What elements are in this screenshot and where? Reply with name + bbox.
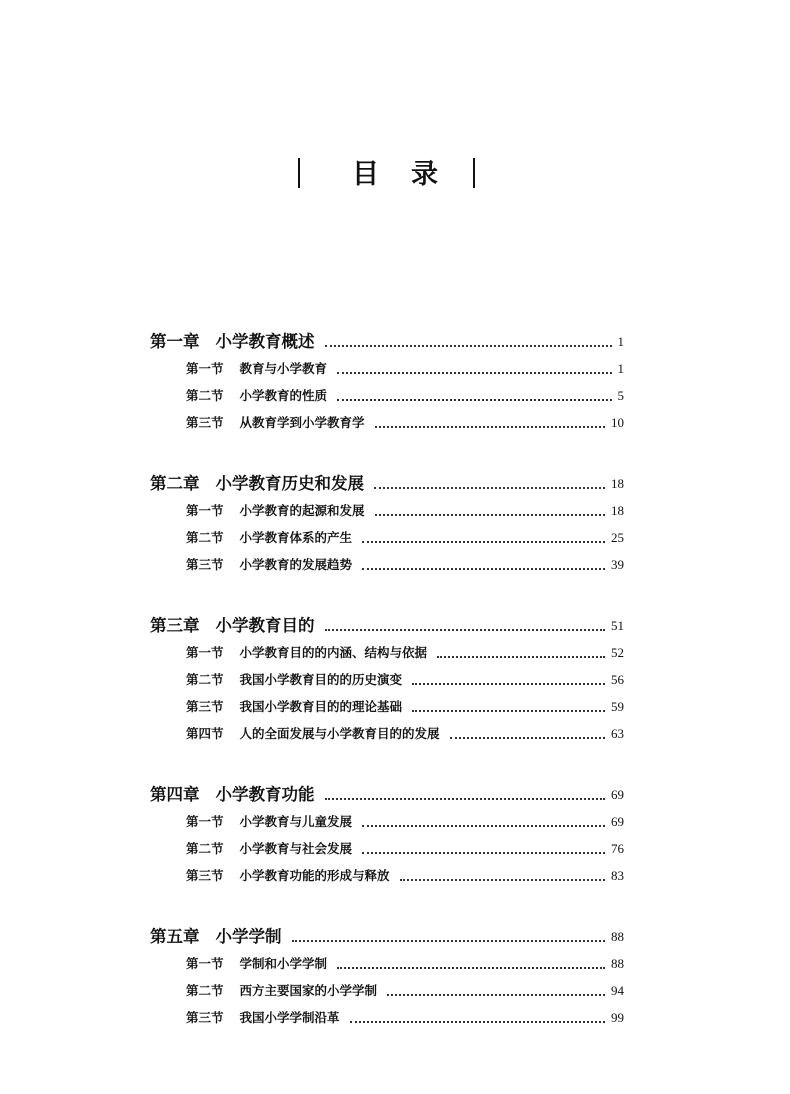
section-number: 第三节 [186, 1010, 224, 1025]
dot-leader [362, 851, 605, 854]
toc-chapter-entry[interactable] [150, 771, 624, 805]
page-title: 目录 [352, 159, 470, 190]
dot-leader [412, 709, 605, 712]
toc-chapter [150, 771, 624, 886]
section-title: 人的全面发展与小学教育目的的发展 [239, 726, 440, 741]
page-number: 63 [611, 726, 624, 741]
dot-leader [325, 628, 606, 631]
page-number: 83 [611, 868, 624, 883]
dot-leader [337, 966, 605, 969]
page-number: 88 [611, 929, 624, 944]
dot-leader [375, 425, 605, 428]
section-number: 第三节 [186, 557, 224, 572]
toc-section-entry[interactable] [150, 494, 624, 521]
page-number: 1 [617, 361, 624, 376]
dot-leader [412, 682, 605, 685]
section-title: 小学教育的起源和发展 [239, 503, 365, 518]
section-title: 小学教育与社会发展 [239, 841, 353, 856]
dot-leader [374, 486, 605, 489]
toc-chapter [150, 318, 624, 433]
toc-section-entry[interactable] [150, 805, 624, 832]
section-title: 我国小学教育目的的理论基础 [239, 699, 403, 714]
toc-chapter [150, 460, 624, 575]
dot-leader [325, 797, 606, 800]
section-title: 西方主要国家的小学学制 [239, 983, 378, 998]
toc-section-entry[interactable] [150, 406, 624, 433]
chapter-number: 第五章 [150, 927, 200, 946]
section-title: 小学教育与儿童发展 [239, 814, 353, 829]
section-number: 第二节 [186, 530, 224, 545]
toc-section-entry[interactable] [150, 974, 624, 1001]
page-number: 18 [611, 503, 624, 518]
section-number: 第一节 [186, 645, 224, 660]
toc-section-entry[interactable] [150, 690, 624, 717]
chapter-title: 小学教育功能 [215, 785, 315, 804]
section-number: 第二节 [186, 841, 224, 856]
dot-leader [362, 540, 605, 543]
toc-section-entry[interactable] [150, 832, 624, 859]
toc-section-entry[interactable] [150, 859, 624, 886]
section-number: 第一节 [186, 814, 224, 829]
toc-chapter-entry[interactable] [150, 602, 624, 636]
chapter-number: 第三章 [150, 616, 200, 635]
dot-leader [437, 655, 605, 658]
page-number: 5 [617, 388, 624, 403]
toc-section-entry[interactable] [150, 663, 624, 690]
toc-section-entry[interactable] [150, 1001, 624, 1028]
page-number: 18 [611, 476, 624, 491]
toc-section-entry[interactable] [150, 548, 624, 575]
toc-chapter-entry[interactable] [150, 913, 624, 947]
section-number: 第三节 [186, 699, 224, 714]
page-number: 56 [611, 672, 624, 687]
dot-leader [292, 939, 606, 942]
dot-leader [350, 1020, 605, 1023]
dot-leader [362, 824, 605, 827]
chapter-title: 小学教育概述 [215, 332, 315, 351]
toc-chapter-entry[interactable] [150, 318, 624, 352]
page-number: 25 [611, 530, 624, 545]
toc-section-entry[interactable] [150, 636, 624, 663]
chapter-title: 小学教育历史和发展 [215, 474, 364, 493]
dot-leader [375, 513, 605, 516]
section-number: 第二节 [186, 388, 224, 403]
section-title: 我国小学教育目的的历史演变 [239, 672, 403, 687]
chapter-title: 小学学制 [215, 927, 282, 946]
page-number: 1 [617, 334, 624, 349]
chapter-number: 第一章 [150, 332, 200, 351]
page-number: 51 [611, 618, 624, 633]
toc-chapter [150, 602, 624, 744]
page-number: 39 [611, 557, 624, 572]
toc-chapter [150, 913, 624, 1028]
page-number: 94 [611, 983, 624, 998]
toc-section-entry[interactable] [150, 947, 624, 974]
section-title: 教育与小学教育 [239, 361, 328, 376]
section-number: 第一节 [186, 956, 224, 971]
section-title: 小学教育的发展趋势 [239, 557, 353, 572]
section-number: 第三节 [186, 868, 224, 883]
section-title: 小学教育功能的形成与释放 [239, 868, 390, 883]
page-number: 52 [611, 645, 624, 660]
table-of-contents [150, 318, 624, 1028]
section-number: 第一节 [186, 503, 224, 518]
page-number: 76 [611, 841, 624, 856]
section-number: 第二节 [186, 672, 224, 687]
section-number: 第三节 [186, 415, 224, 430]
title-right-rule [473, 158, 475, 188]
chapter-number: 第四章 [150, 785, 200, 804]
section-title: 学制和小学学制 [239, 956, 328, 971]
section-title: 小学教育的性质 [239, 388, 328, 403]
page-number: 88 [611, 956, 624, 971]
toc-section-entry[interactable] [150, 717, 624, 744]
section-number: 第二节 [186, 983, 224, 998]
section-title: 从教育学到小学教育学 [239, 415, 365, 430]
toc-chapter-entry[interactable] [150, 460, 624, 494]
page-number: 99 [611, 1010, 624, 1025]
section-title: 我国小学学制沿革 [239, 1010, 340, 1025]
dot-leader [400, 878, 605, 881]
dot-leader [450, 736, 605, 739]
dot-leader [387, 993, 605, 996]
dot-leader [325, 344, 612, 347]
toc-section-entry[interactable] [150, 521, 624, 548]
page-number: 69 [611, 814, 624, 829]
dot-leader [337, 398, 611, 401]
chapter-number: 第二章 [150, 474, 200, 493]
page-number: 69 [611, 787, 624, 802]
section-number: 第一节 [186, 361, 224, 376]
dot-leader [362, 567, 605, 570]
section-title: 小学教育体系的产生 [239, 530, 353, 545]
dot-leader [337, 371, 611, 374]
toc-title-block [0, 150, 790, 194]
chapter-title: 小学教育目的 [215, 616, 315, 635]
page-number: 10 [611, 415, 624, 430]
toc-section-entry[interactable] [150, 352, 624, 379]
toc-section-entry[interactable] [150, 379, 624, 406]
section-number: 第四节 [186, 726, 224, 741]
section-title: 小学教育目的的内涵、结构与依据 [239, 645, 428, 660]
page-number: 59 [611, 699, 624, 714]
